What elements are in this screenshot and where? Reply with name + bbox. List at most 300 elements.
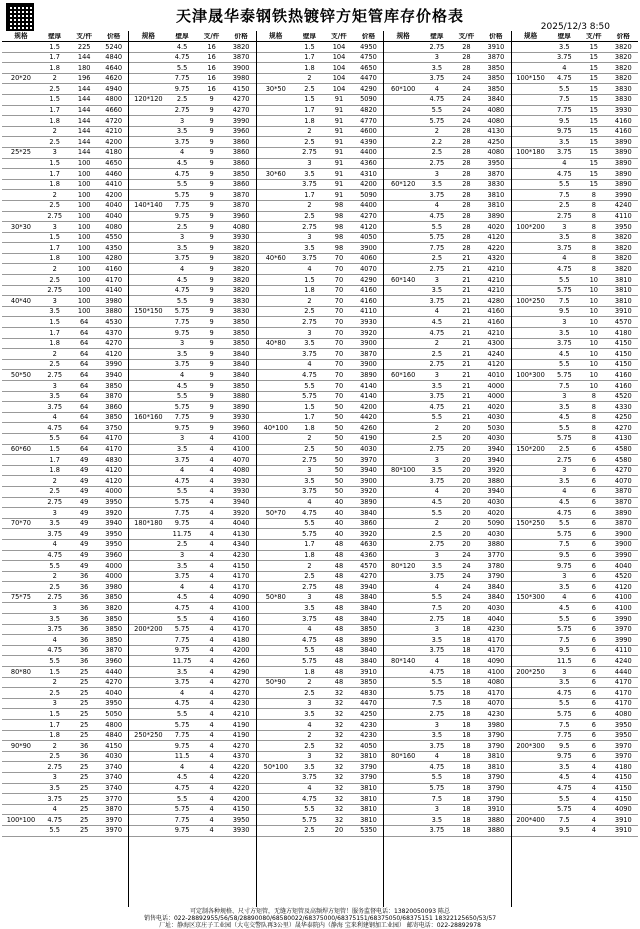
table-row [2,423,128,434]
count-cell: 48 [334,573,344,580]
price-cell: 3850 [105,382,123,390]
table-row [2,826,128,837]
table-row [512,434,638,445]
thickness-cell: 5.75 [302,393,317,400]
thickness-cell: 2.75 [47,287,63,294]
thickness-cell: 3.5 [559,477,570,485]
price-cell: 4080 [487,149,505,157]
count-cell: 25 [79,732,89,739]
price-cell: 4290 [232,668,250,676]
thickness-cell: 2 [52,75,57,82]
price-cell: 3770 [105,795,123,803]
thickness-cell: 2.75 [556,456,572,464]
count-cell: 4 [591,816,596,824]
table-row [512,466,638,477]
price-cell: 3890 [360,636,377,644]
thickness-cell: 7.5 [431,795,443,803]
count-cell: 4 [591,785,596,792]
thickness-cell: 9.75 [556,753,572,760]
table-header [257,31,383,42]
price-cell: 4010 [487,371,505,379]
price-cell: 3790 [487,742,505,750]
count-cell: 18 [462,816,471,824]
table-row [384,95,510,106]
count-cell: 15 [589,75,598,82]
count-cell: 70 [334,287,344,294]
thickness-cell: 4 [179,467,185,474]
table-row [129,106,255,117]
thickness-cell: 1.7 [304,107,315,114]
price-cell: 3930 [232,827,250,835]
price-cell: 3940 [105,520,123,527]
price-cell: 4150 [614,361,632,368]
count-cell: 36 [79,594,89,601]
thickness-cell: 3.5 [431,287,443,294]
thickness-cell: 3 [434,456,439,464]
table-row [257,370,383,381]
price-cell: 3960 [232,424,250,432]
price-cell: 4400 [360,202,377,209]
thickness-cell: 5.5 [176,488,188,496]
price-cell: 3990 [232,117,250,125]
table-row [257,392,383,403]
count-cell: 4 [209,541,214,548]
count-cell: 64 [79,435,89,443]
count-cell: 70 [334,318,344,326]
table-row [2,635,128,646]
table-row [2,741,128,752]
table-row [2,381,128,392]
thickness-cell: 4.5 [176,160,188,167]
table-row [257,720,383,731]
spec-cell: 200*250 [516,667,545,676]
price-cell: 3890 [232,403,250,411]
count-cell: 4 [209,456,214,464]
count-cell: 28 [462,213,471,220]
table-row [129,42,255,53]
table-row [2,603,128,614]
table-row [129,498,255,509]
price-cell: 4040 [105,689,123,697]
count-cell: 6 [591,509,596,517]
thickness-cell: 2 [52,128,57,135]
table-row [512,116,638,127]
price-cell: 4290 [360,85,377,93]
table-row [129,519,255,530]
price-cell: 4120 [105,467,123,474]
count-cell: 100 [77,255,91,262]
count-cell: 50 [334,477,344,485]
price-cell: 3830 [487,181,505,188]
count-cell: 104 [332,64,346,72]
price-cell: 4200 [360,181,377,188]
thickness-cell: 7.75 [556,107,572,114]
count-cell: 36 [79,626,89,633]
thickness-cell: 7.5 [559,541,570,548]
price-cell: 3970 [614,742,632,750]
thickness-cell: 4.5 [176,594,188,601]
table-row [384,476,510,487]
table-row [2,731,128,742]
price-cell: 4080 [232,223,250,231]
count-cell: 8 [591,414,596,421]
count-cell: 100 [77,265,91,273]
thickness-cell: 3.75 [556,54,572,61]
thickness-cell: 1.7 [49,456,60,464]
price-cell: 3980 [105,297,123,305]
count-cell: 91 [334,128,344,135]
count-cell: 10 [589,297,598,305]
thickness-cell: 5.5 [431,107,443,114]
table-row [512,402,638,413]
count-cell: 8 [591,265,596,273]
thickness-cell: 9.75 [174,520,190,527]
count-cell: 9 [209,318,214,326]
thickness-cell: 3.75 [302,350,317,358]
price-cell: 4270 [232,742,250,750]
table-row [2,508,128,519]
spec-cell: 30*50 [265,84,286,93]
table-row [2,476,128,487]
thickness-cell: 3 [307,594,312,601]
header-thickness: 壁厚 [175,32,189,40]
thickness-cell: 5.75 [556,626,572,633]
table-row [384,222,510,233]
count-cell: 21 [462,371,471,379]
count-cell: 100 [77,234,91,241]
thickness-cell: 4.75 [429,213,445,220]
count-cell: 50 [334,488,344,496]
count-cell: 15 [589,181,598,188]
count-cell: 32 [334,700,344,707]
table-row [384,74,510,85]
price-cell: 4160 [614,371,632,379]
price-cell: 3840 [232,350,250,358]
price-cell: 4940 [105,85,123,93]
price-cell: 4170 [232,573,250,580]
table-row [512,709,638,720]
table-row [384,233,510,244]
price-cell: 4630 [360,541,377,548]
header-count: 支/件 [331,32,347,40]
thickness-cell: 5.5 [559,181,570,188]
table-row [384,773,510,784]
header-thickness: 壁厚 [302,32,317,40]
price-cell: 3910 [487,43,505,51]
price-cell: 4230 [232,700,250,707]
table-row [512,741,638,752]
table-row [2,339,128,350]
thickness-cell: 9.75 [174,647,190,654]
count-cell: 21 [462,382,471,390]
price-cell: 3860 [232,149,250,157]
table-header [129,31,255,42]
table-row [257,826,383,837]
spec-cell: 150*200 [516,445,545,454]
thickness-cell: 2.5 [49,488,60,496]
price-cell: 4240 [487,350,505,358]
spec-cell: 100*300 [516,370,545,379]
thickness-cell: 3 [52,774,57,782]
price-cell: 4050 [360,234,377,241]
thickness-cell: 5.5 [559,424,570,432]
table-row [129,508,255,519]
table-row [384,434,510,445]
count-cell: 32 [334,806,344,813]
count-cell: 15 [589,149,598,157]
price-cell: 3790 [487,785,505,792]
price-cell: 4470 [360,75,377,82]
thickness-cell: 4.5 [559,499,570,506]
count-cell: 4 [209,763,214,771]
price-cell: 4080 [232,467,250,474]
price-cell: 3900 [360,361,377,368]
table-row [384,762,510,773]
table-row [2,709,128,720]
table-row [384,487,510,498]
table-row [384,720,510,731]
thickness-cell: 4 [179,583,185,591]
thickness-cell: 2.5 [431,149,443,157]
price-cell: 3840 [487,583,505,591]
table-row [129,286,255,297]
table-row [512,381,638,392]
price-cell: 3820 [232,265,250,273]
table-row [384,603,510,614]
count-cell: 48 [334,679,344,686]
thickness-cell: 1.7 [49,329,60,337]
table-row [384,646,510,657]
price-cell: 4130 [614,435,632,443]
thickness-cell: 2.75 [47,371,63,379]
table-row [2,212,128,223]
price-cell: 3990 [614,191,632,199]
thickness-cell: 2.5 [304,446,315,453]
count-cell: 6 [591,742,596,750]
count-cell: 10 [589,382,598,390]
table-row [384,84,510,95]
table-row [129,137,255,148]
count-cell: 18 [462,795,471,803]
thickness-cell: 2.75 [556,213,572,220]
thickness-cell: 3.75 [429,75,445,82]
price-cell: 3910 [614,827,632,835]
table-row [384,826,510,837]
count-cell: 91 [334,96,344,104]
price-cell: 3890 [614,160,632,167]
table-row [2,148,128,159]
count-cell: 16 [207,43,216,51]
thickness-cell: 1.5 [49,668,60,676]
table-row [384,349,510,360]
table-row [512,805,638,816]
thickness-cell: 5.75 [302,816,317,824]
price-cell: 4060 [360,255,377,262]
price-cell: 4230 [360,732,377,739]
price-cell: 4550 [105,234,123,241]
count-cell: 91 [334,117,344,125]
count-cell: 36 [79,742,89,750]
price-cell: 3870 [232,54,250,61]
count-cell: 100 [77,181,91,188]
count-cell: 25 [79,689,89,697]
table-row [257,243,383,254]
count-cell: 18 [462,732,471,739]
header-thickness: 壁厚 [48,32,62,40]
count-cell: 100 [77,297,91,305]
table-row [384,709,510,720]
table-row [257,805,383,816]
thickness-cell: 3.5 [176,446,188,453]
header-spec: 规格 [14,31,28,40]
table-row [129,201,255,212]
count-cell: 50 [334,435,344,443]
price-cell: 4150 [614,350,632,358]
table-row [257,339,383,350]
table-row [129,487,255,498]
table-row [2,233,128,244]
price-cell: 4720 [105,117,123,125]
price-cell: 4000 [487,382,505,390]
count-cell: 8 [591,191,596,199]
count-cell: 20 [462,604,471,612]
count-cell: 9 [209,265,214,273]
table-row [2,487,128,498]
thickness-cell: 2.75 [429,446,445,453]
price-cell: 3890 [614,138,632,146]
price-cell: 3820 [614,234,632,241]
table-row [129,635,255,646]
price-cell: 3810 [614,297,632,305]
thickness-cell: 4.75 [174,170,190,178]
thickness-cell: 1.8 [304,424,315,432]
count-cell: 6 [591,456,596,464]
count-cell: 9 [209,382,214,390]
thickness-cell: 4 [307,361,312,368]
table-row [129,95,255,106]
thickness-cell: 2 [307,562,312,570]
count-cell: 21 [462,329,471,337]
price-cell: 3890 [360,371,377,379]
price-cell: 3950 [105,499,123,506]
table-row [257,201,383,212]
price-cell: 3840 [360,604,377,612]
price-cell: 3900 [360,340,377,347]
count-cell: 49 [79,541,89,548]
thickness-cell: 4.75 [47,816,63,824]
count-cell: 64 [79,350,89,358]
thickness-cell: 3.75 [174,679,190,686]
table-row [257,593,383,604]
thickness-cell: 4 [434,85,439,93]
thickness-cell: 3.75 [429,647,445,654]
count-cell: 4 [209,509,214,517]
thickness-cell: 3 [562,668,567,676]
count-cell: 16 [207,54,216,61]
thickness-cell: 3 [52,509,57,517]
count-cell: 100 [77,287,91,294]
thickness-cell: 3.75 [429,393,445,400]
thickness-cell: 3.5 [559,403,570,411]
table-row [512,148,638,159]
price-cell: 4180 [614,763,632,771]
thickness-cell: 5.5 [176,393,188,400]
thickness-cell: 2 [434,128,439,135]
price-cell: 4440 [614,668,632,676]
header-spec: 规格 [396,31,410,40]
thickness-cell: 2.5 [559,446,570,453]
price-cell: 4820 [360,107,377,114]
count-cell: 10 [589,329,598,337]
price-cell: 4200 [105,138,123,146]
spec-cell: 100*200 [516,222,545,231]
thickness-cell: 1.8 [304,287,315,294]
price-cell: 4120 [105,350,123,358]
count-cell: 25 [79,710,89,718]
thickness-cell: 3 [307,234,312,241]
thickness-cell: 3.5 [49,615,60,623]
table-row [384,529,510,540]
price-cell: 3790 [360,774,377,782]
count-cell: 48 [334,615,344,623]
count-cell: 6 [591,753,596,760]
price-cell: 3930 [232,414,250,421]
table-row [2,159,128,170]
thickness-cell: 2.5 [49,202,60,209]
count-cell: 4 [209,636,214,644]
header-thickness: 壁厚 [430,32,444,40]
thickness-cell: 3 [434,371,439,379]
spec-cell: 30*60 [265,169,286,178]
count-cell: 20 [462,488,471,496]
table-row [512,487,638,498]
thickness-cell: 4 [434,488,439,496]
price-cell: 3950 [105,700,123,707]
table-row [512,794,638,805]
table-row [384,127,510,138]
thickness-cell: 5.75 [429,689,445,697]
price-cell: 4150 [105,742,123,750]
thickness-cell: 2.75 [302,583,317,591]
table-row [129,402,255,413]
count-cell: 4 [591,806,596,813]
spec-cell: 60*140 [391,275,416,284]
table-row [384,699,510,710]
table-row [512,222,638,233]
table-row [384,656,510,667]
thickness-cell: 3.5 [431,181,443,188]
table-row [512,296,638,307]
price-cell: 4840 [105,54,123,61]
table-row [129,815,255,826]
count-cell: 49 [79,499,89,506]
count-cell: 100 [77,276,91,284]
count-cell: 64 [79,446,89,453]
count-cell: 15 [589,64,598,72]
thickness-cell: 9.75 [174,213,190,220]
price-cell: 4270 [232,96,250,104]
thickness-cell: 2.5 [304,85,315,93]
table-row [384,307,510,318]
thickness-cell: 3.5 [304,244,315,252]
table-row [129,275,255,286]
price-cell: 3920 [360,530,377,538]
price-cell: 3850 [105,414,123,421]
price-cell: 3820 [105,604,123,612]
price-cell: 3880 [105,308,123,315]
count-cell: 28 [462,138,471,146]
thickness-cell: 5.75 [174,499,190,506]
